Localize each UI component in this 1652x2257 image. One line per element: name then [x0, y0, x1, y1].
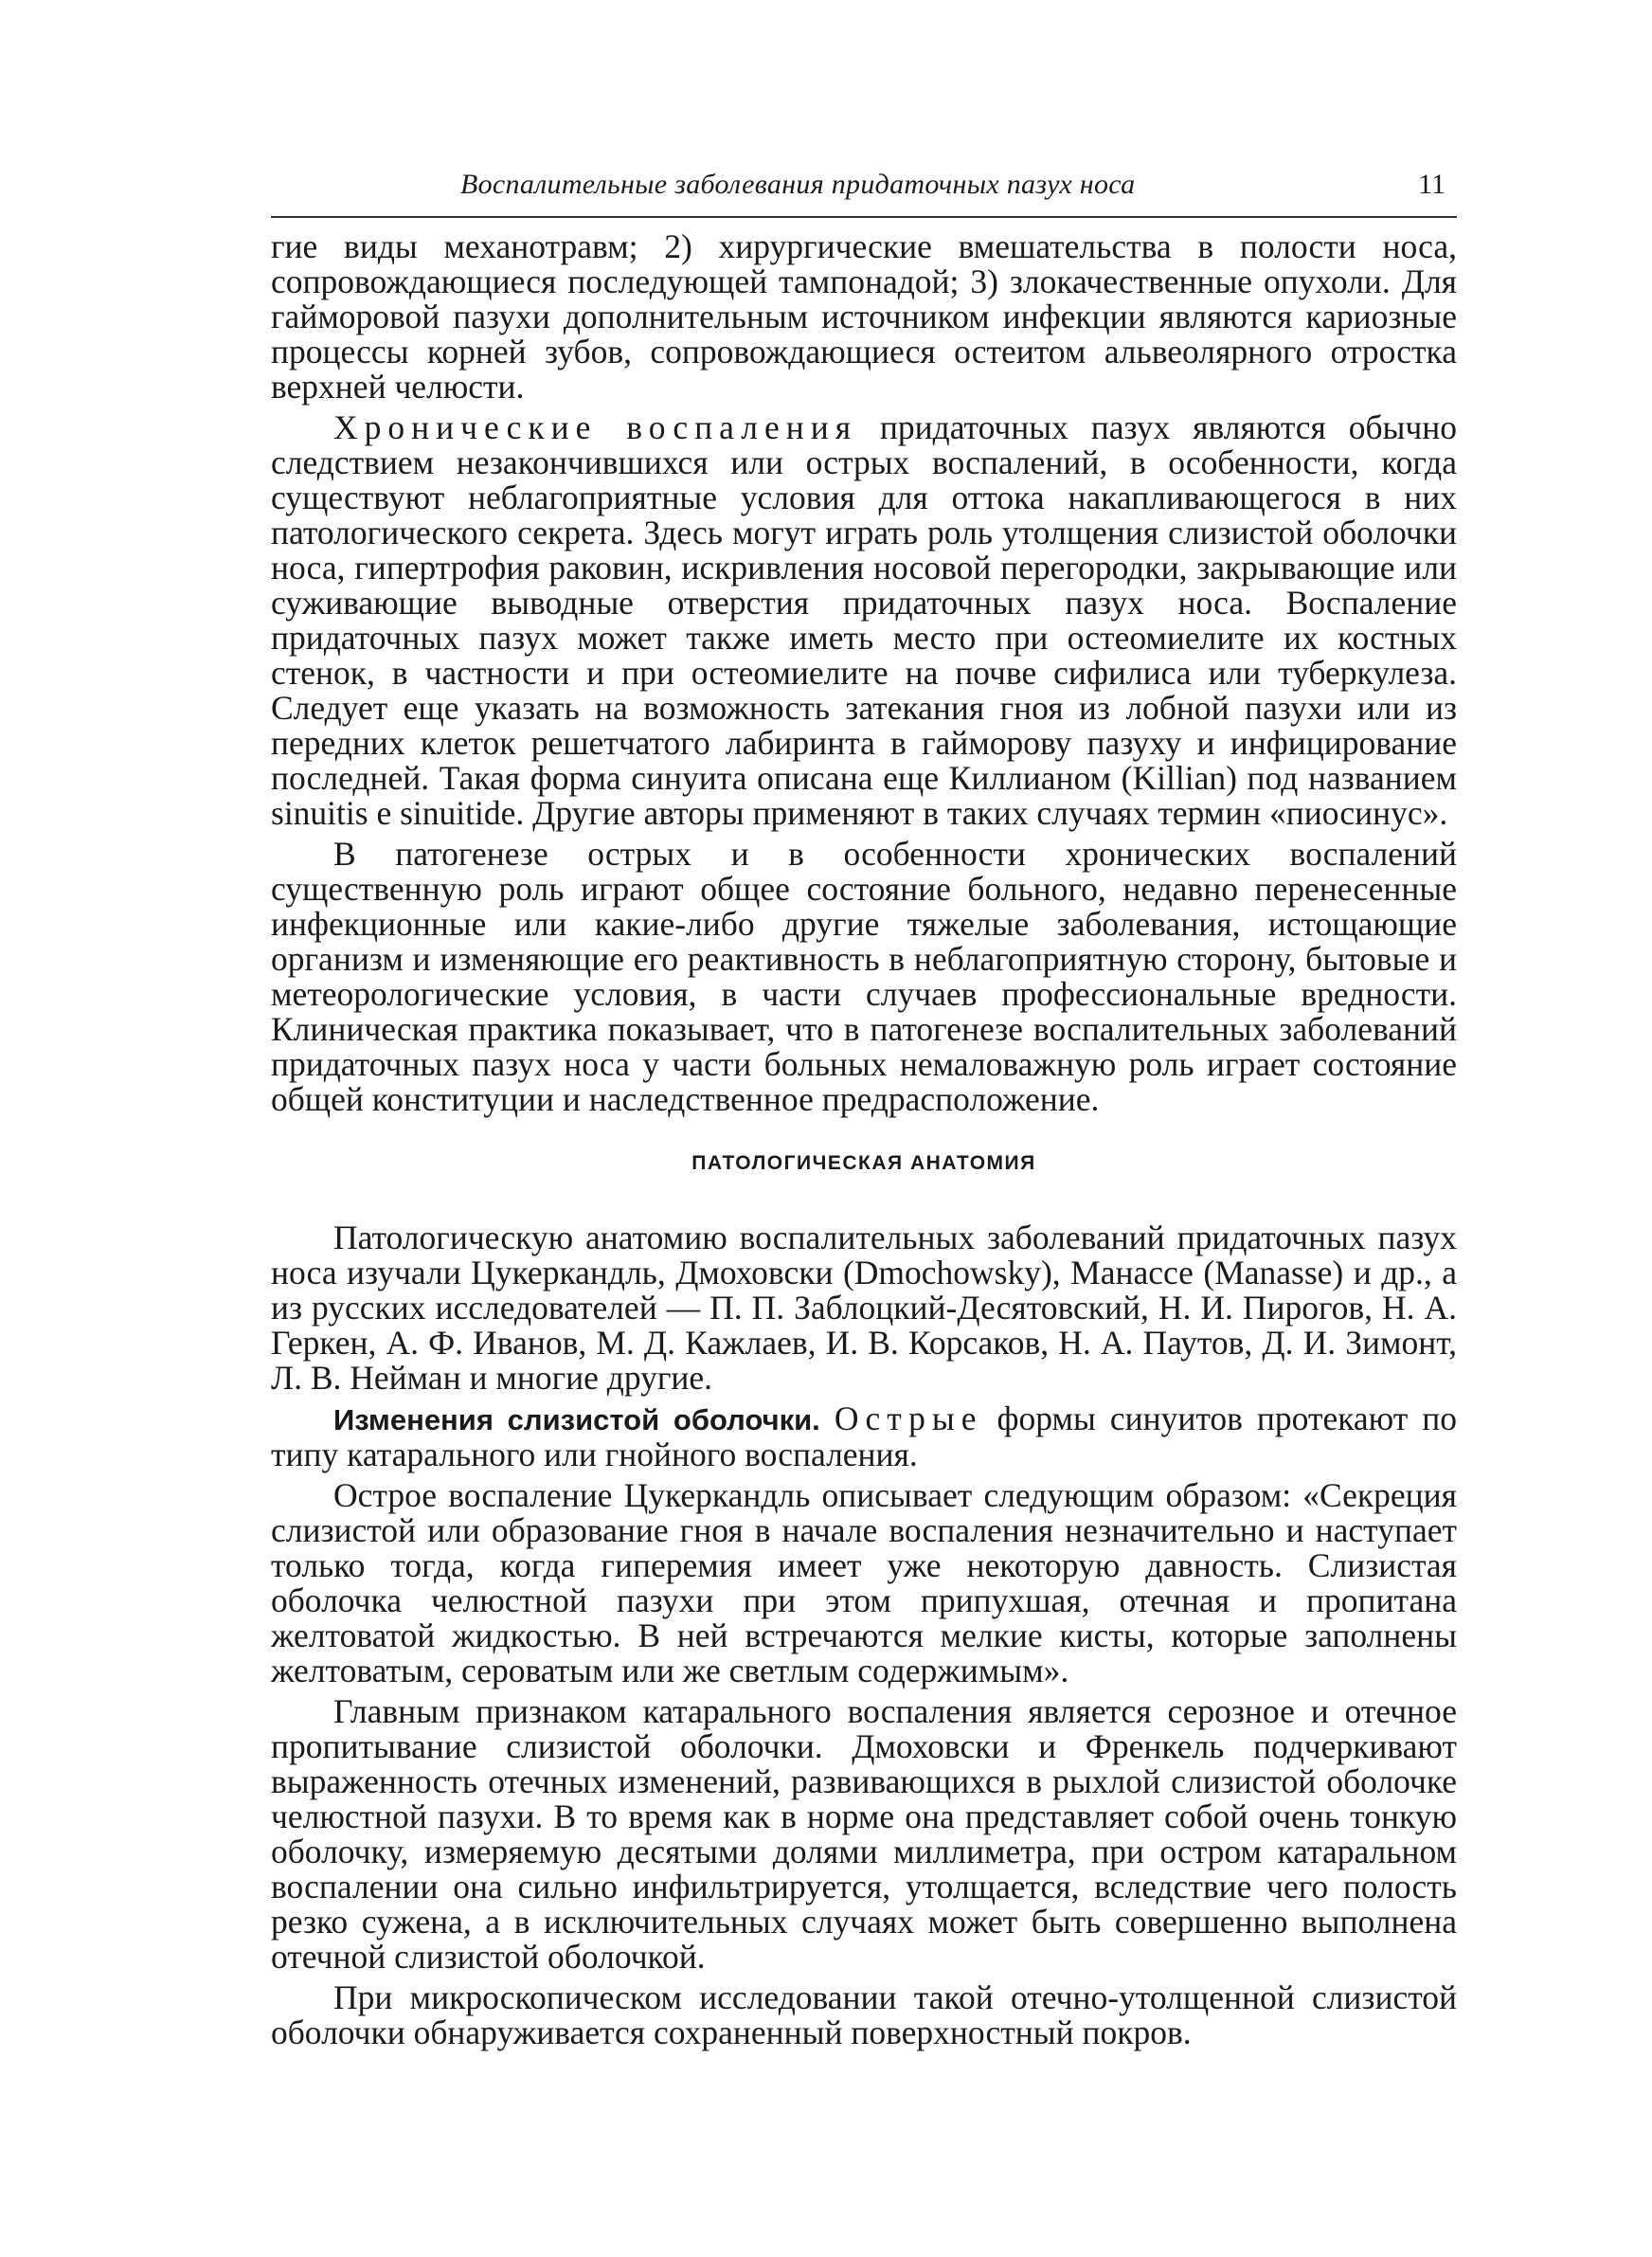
body-text — [271, 229, 1457, 2050]
paragraph-5-text: формы синуитов протекают по типу катарального или гнойного воспаления. — [271, 1399, 1458, 1473]
paragraph-1: гие виды механотравм; 2) хирургические вмешательства в полости носа, сопровождающиеся последующей тампонадой; 3) злокачественные опухоли. Для гайморовой пазухи дополнительным источником инфекции являются кариозные процессы корней зубов, сопровождающиеся остеитом альвеолярного отростка верхней челюсти. — [271, 227, 1457, 406]
paragraph-5 — [271, 1401, 1457, 1472]
running-title: Воспалительные заболевания придаточных пазух носа — [460, 169, 1136, 200]
book-page — [271, 161, 1457, 2056]
paragraph-2 — [271, 410, 1457, 831]
paragraph-8: При микроскопическом исследовании такой отечно-утолщенной слизистой оболочки обнаруживается сохраненный поверхностный покров. — [271, 1978, 1457, 2051]
paragraph-6: Острое воспаление Цукеркандль описывает следующим образом: «Секреция слизистой или образование гноя в начале воспаления незначительно и наступает только тогда, когда гиперемия имеет уже некоторую давность. Слизистая оболочка челюстной пазухи при этом припухшая, отечная и пропитана желтоватой жидкостью. В ней встречаются мелкие кисты, которые заполнены желтоватым, сероватым или же светлым содержимым». — [271, 1476, 1457, 1689]
paragraph-4: Патологическую анатомию воспалительных заболеваний придаточных пазух носа изучали Цукеркандль, Дмоховски (Dmochowsky), Манассе (Manasse) и др., а из русских исследователей — П. П. Заблоцкий-Десятовский, Н. И. Пирогов, Н. А. Геркен, А. Ф. Иванов, М. Д. Кажлаев, И. В. Корсаков, Н. А. Паутов, Д. И. Зимонт, Л. В. Нейман и многие другие. — [271, 1219, 1457, 1397]
paragraph-7: Главным признаком катарального воспаления является серозное и отечное пропитывание слизистой оболочки. Дмоховски и Френкель подчеркивают выраженность отечных изменений, развивающихся в рыхлой слизистой оболочке челюстной пазухи. В то время как в норме она представляет собой очень тонкую оболочку, измеряемую десятыми долями миллиметра, при остром катаральном воспалении она сильно инфильтрируется, утолщается, вследствие чего полость резко сужена, а в исключительных случаях может быть совершенно выполнена отечной слизистой оболочкой. — [271, 1692, 1457, 1976]
spaced-term-acute: Острые — [834, 1399, 983, 1437]
running-header — [271, 161, 1457, 218]
paragraph-3: В патогенезе острых и в особенности хронических воспалений существенную роль играют общее состояние больного, недавно перенесенные инфекционные или какие-либо другие тяжелые заболевания, истощающие организм и изменяющие его реактивность в неблагоприятную сторону, бытовые и метеорологические условия, в части случаев профессиональные вредности. Клиническая практика показывает, что в патогенезе воспалительных заболеваний придаточных пазух носа у части больных немаловажную роль играет состояние общей конституции и наследственное предрасположение. — [271, 835, 1457, 1118]
paragraph-2-text: придаточных пазух являются обычно следствием незакончившихся или острых воспалений, в особенности, когда существуют неблагоприятные условия для оттока накапливающегося в них патологического секрета. Здесь могут играть роль утолщения слизистой оболочки носа, гипертрофия раковин, искривления носовой перегородки, закрывающие или суживающие выводные отверстия придаточных пазух носа. Воспаление придаточных пазух может также иметь место при остеомиелите их костных стенок, в частности и при остеомиелите на почве сифилиса или туберкулеза. Следует еще указать на возможность затекания гноя из лобной пазухи или из передних клеток решетчатого лабиринта в гайморову пазуху и инфицирование последней. Такая форма синуита описана еще Киллианом (Killian) под названием sinuitis e sinuitide. Другие авторы применяют в таких случаях термин «пиосинус». — [271, 408, 1457, 832]
page-number: 11 — [1418, 169, 1446, 200]
run-in-heading: Изменения слизистой оболочки. — [333, 1403, 820, 1436]
section-heading: ПАТОЛОГИЧЕСКАЯ АНАТОМИЯ — [691, 1152, 1036, 1174]
spaced-term-chronic: Хронические воспаления — [333, 408, 858, 446]
